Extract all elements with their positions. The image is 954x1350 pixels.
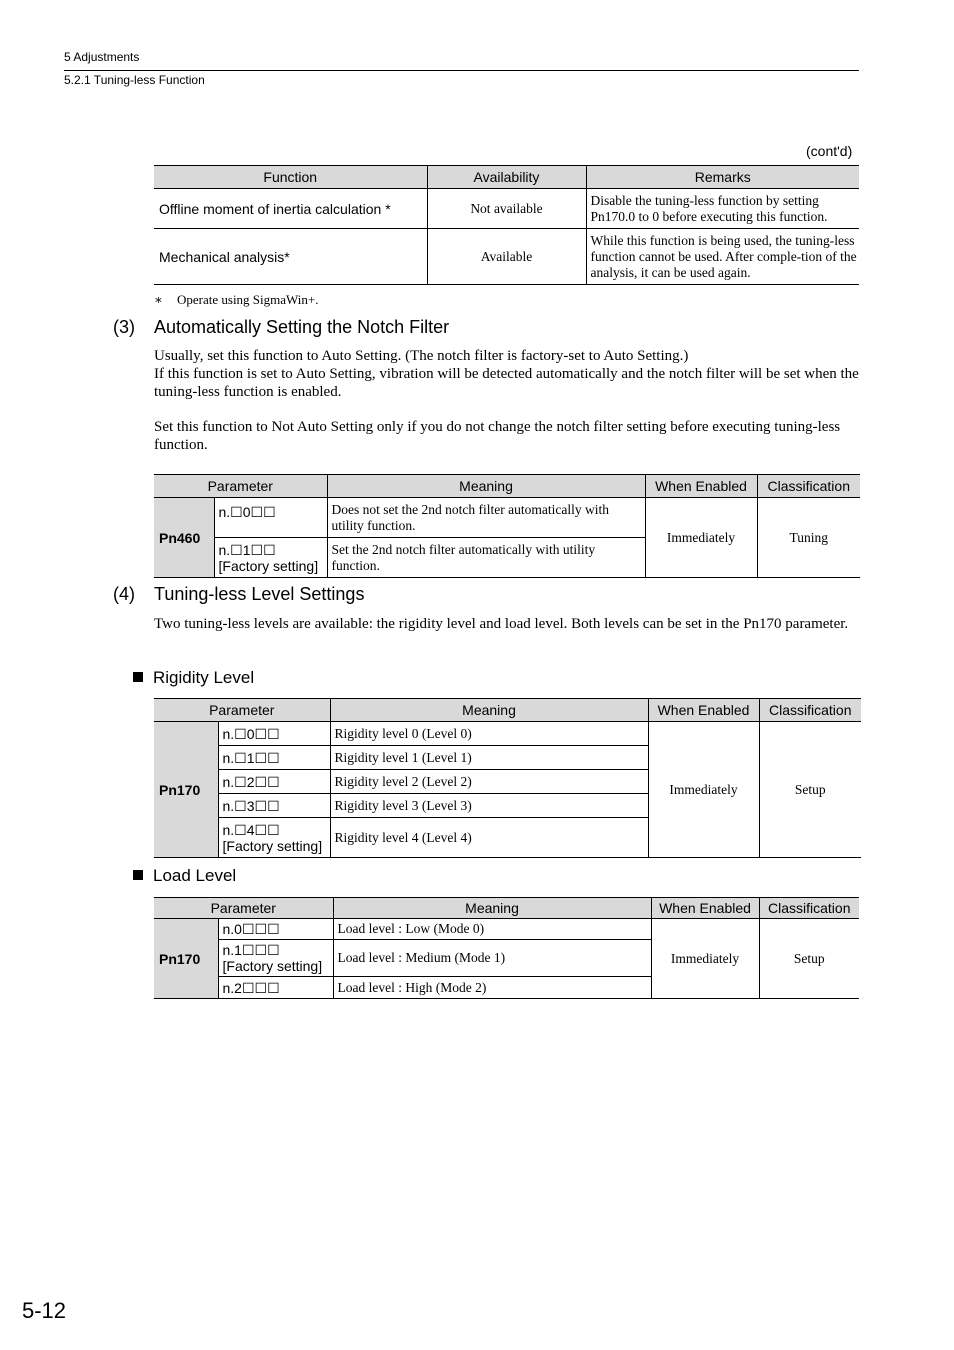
parameter-value: n.☐1☐☐ — [218, 541, 276, 558]
rigidity-parameter-table — [154, 698, 861, 858]
column-header: Availability — [427, 166, 586, 189]
table-header-row — [154, 475, 860, 498]
factory-setting-label: [Factory setting] — [222, 837, 323, 854]
paragraph: If this function is set to Auto Setting, vibration will be detected automatically and the notch filter will be set when the tuning-less function is enabled. — [154, 366, 859, 400]
parameter-value-cell — [218, 940, 333, 977]
footnote-mark: ∗ — [154, 292, 163, 307]
column-header: Meaning — [327, 475, 645, 498]
column-header: Meaning — [330, 699, 648, 722]
parameter-value: n.☐3☐☐ — [218, 794, 330, 818]
table-header-row — [154, 699, 861, 722]
parameter-number: Pn170 — [154, 919, 218, 999]
table-header-row — [154, 898, 859, 919]
function-table — [154, 165, 859, 285]
function-cell: Offline moment of inertia calculation * — [154, 189, 427, 229]
classification-cell: Setup — [759, 722, 861, 858]
bullet-square-icon — [133, 672, 143, 682]
parameter-value: n.☐2☐☐ — [218, 770, 330, 794]
load-parameter-table — [154, 897, 859, 999]
table-row — [154, 189, 859, 229]
section-number: (3) — [113, 317, 135, 337]
column-header: Function — [154, 166, 427, 189]
paragraph: Two tuning-less levels are available: the rigidity level and load level. Both levels can be set in the Pn170 parameter. — [154, 616, 849, 632]
meaning-cell: Rigidity level 3 (Level 3) — [330, 794, 648, 818]
availability-cell: Not available — [427, 189, 586, 229]
meaning-cell: Set the 2nd notch filter automatically with utility function. — [327, 538, 645, 578]
remarks-cell: Disable the tuning-less function by setting Pn170.0 to 0 before executing this function. — [586, 189, 859, 229]
when-enabled-cell: Immediately — [651, 919, 759, 999]
parameter-value: n.2☐☐☐ — [218, 977, 333, 999]
paragraph: Usually, set this function to Auto Setting. (The notch filter is factory-set to Auto Setting.) — [154, 348, 689, 364]
parameter-value: n.☐4☐☐ — [222, 821, 280, 838]
parameter-value: n.☐0☐☐ — [214, 498, 327, 538]
function-cell: Mechanical analysis* — [154, 229, 427, 285]
table-row — [154, 919, 859, 940]
meaning-cell: Rigidity level 0 (Level 0) — [330, 722, 648, 746]
meaning-cell: Rigidity level 4 (Level 4) — [330, 818, 648, 858]
footnote: Operate using SigmaWin+. — [177, 292, 319, 307]
column-header: Parameter — [154, 699, 330, 722]
column-header: Parameter — [154, 898, 333, 919]
parameter-value: n.☐0☐☐ — [218, 722, 330, 746]
parameter-value-cell — [218, 818, 330, 858]
column-header: When Enabled — [651, 898, 759, 919]
column-header: When Enabled — [648, 699, 759, 722]
table-row — [154, 722, 861, 746]
subsection-heading — [133, 866, 236, 886]
section-header: 5.2.1 Tuning-less Function — [64, 73, 205, 87]
parameter-value-cell — [214, 538, 327, 578]
when-enabled-cell: Immediately — [645, 498, 757, 578]
factory-setting-label: [Factory setting] — [218, 557, 319, 574]
table-row — [154, 229, 859, 285]
when-enabled-cell: Immediately — [648, 722, 759, 858]
contd-label: (cont'd) — [806, 143, 853, 159]
column-header: Classification — [759, 699, 861, 722]
column-header: When Enabled — [645, 475, 757, 498]
parameter-value: n.☐1☐☐ — [218, 746, 330, 770]
meaning-cell: Load level : Medium (Mode 1) — [333, 940, 651, 977]
meaning-cell: Rigidity level 1 (Level 1) — [330, 746, 648, 770]
section-number: (4) — [113, 584, 135, 604]
paragraph: Set this function to Not Auto Setting only if you do not change the notch filter setting before executing tuning-less function. — [154, 419, 841, 453]
section-title: Tuning-less Level Settings — [154, 584, 365, 604]
parameter-value: n.1☐☐☐ — [222, 942, 280, 958]
factory-setting-label: [Factory setting] — [222, 958, 323, 974]
section-title: Automatically Setting the Notch Filter — [154, 317, 450, 337]
column-header: Meaning — [333, 898, 651, 919]
meaning-cell: Load level : High (Mode 2) — [333, 977, 651, 999]
column-header: Classification — [759, 898, 859, 919]
classification-cell: Setup — [759, 919, 859, 999]
remarks-cell: While this function is being used, the tuning-less function cannot be used. After comple-tion of the analysis, it can be used again. — [586, 229, 859, 285]
subsection-title: Rigidity Level — [153, 668, 255, 687]
meaning-cell: Rigidity level 2 (Level 2) — [330, 770, 648, 794]
page-number: 5-12 — [22, 1298, 67, 1323]
table-header-row — [154, 166, 859, 189]
column-header: Classification — [757, 475, 860, 498]
subsection-heading — [133, 668, 254, 688]
meaning-cell: Does not set the 2nd notch filter automatically with utility function. — [327, 498, 645, 538]
subsection-title: Load Level — [153, 866, 237, 885]
parameter-number: Pn460 — [154, 498, 214, 578]
classification-cell: Tuning — [757, 498, 860, 578]
notch-parameter-table — [154, 474, 860, 578]
chapter-header: 5 Adjustments — [64, 50, 140, 64]
column-header: Parameter — [154, 475, 327, 498]
bullet-square-icon — [133, 870, 143, 880]
column-header: Remarks — [586, 166, 859, 189]
parameter-number: Pn170 — [154, 722, 218, 858]
parameter-value: n.0☐☐☐ — [218, 919, 333, 940]
table-row — [154, 498, 860, 538]
meaning-cell: Load level : Low (Mode 0) — [333, 919, 651, 940]
header-rule — [64, 70, 859, 71]
availability-cell: Available — [427, 229, 586, 285]
